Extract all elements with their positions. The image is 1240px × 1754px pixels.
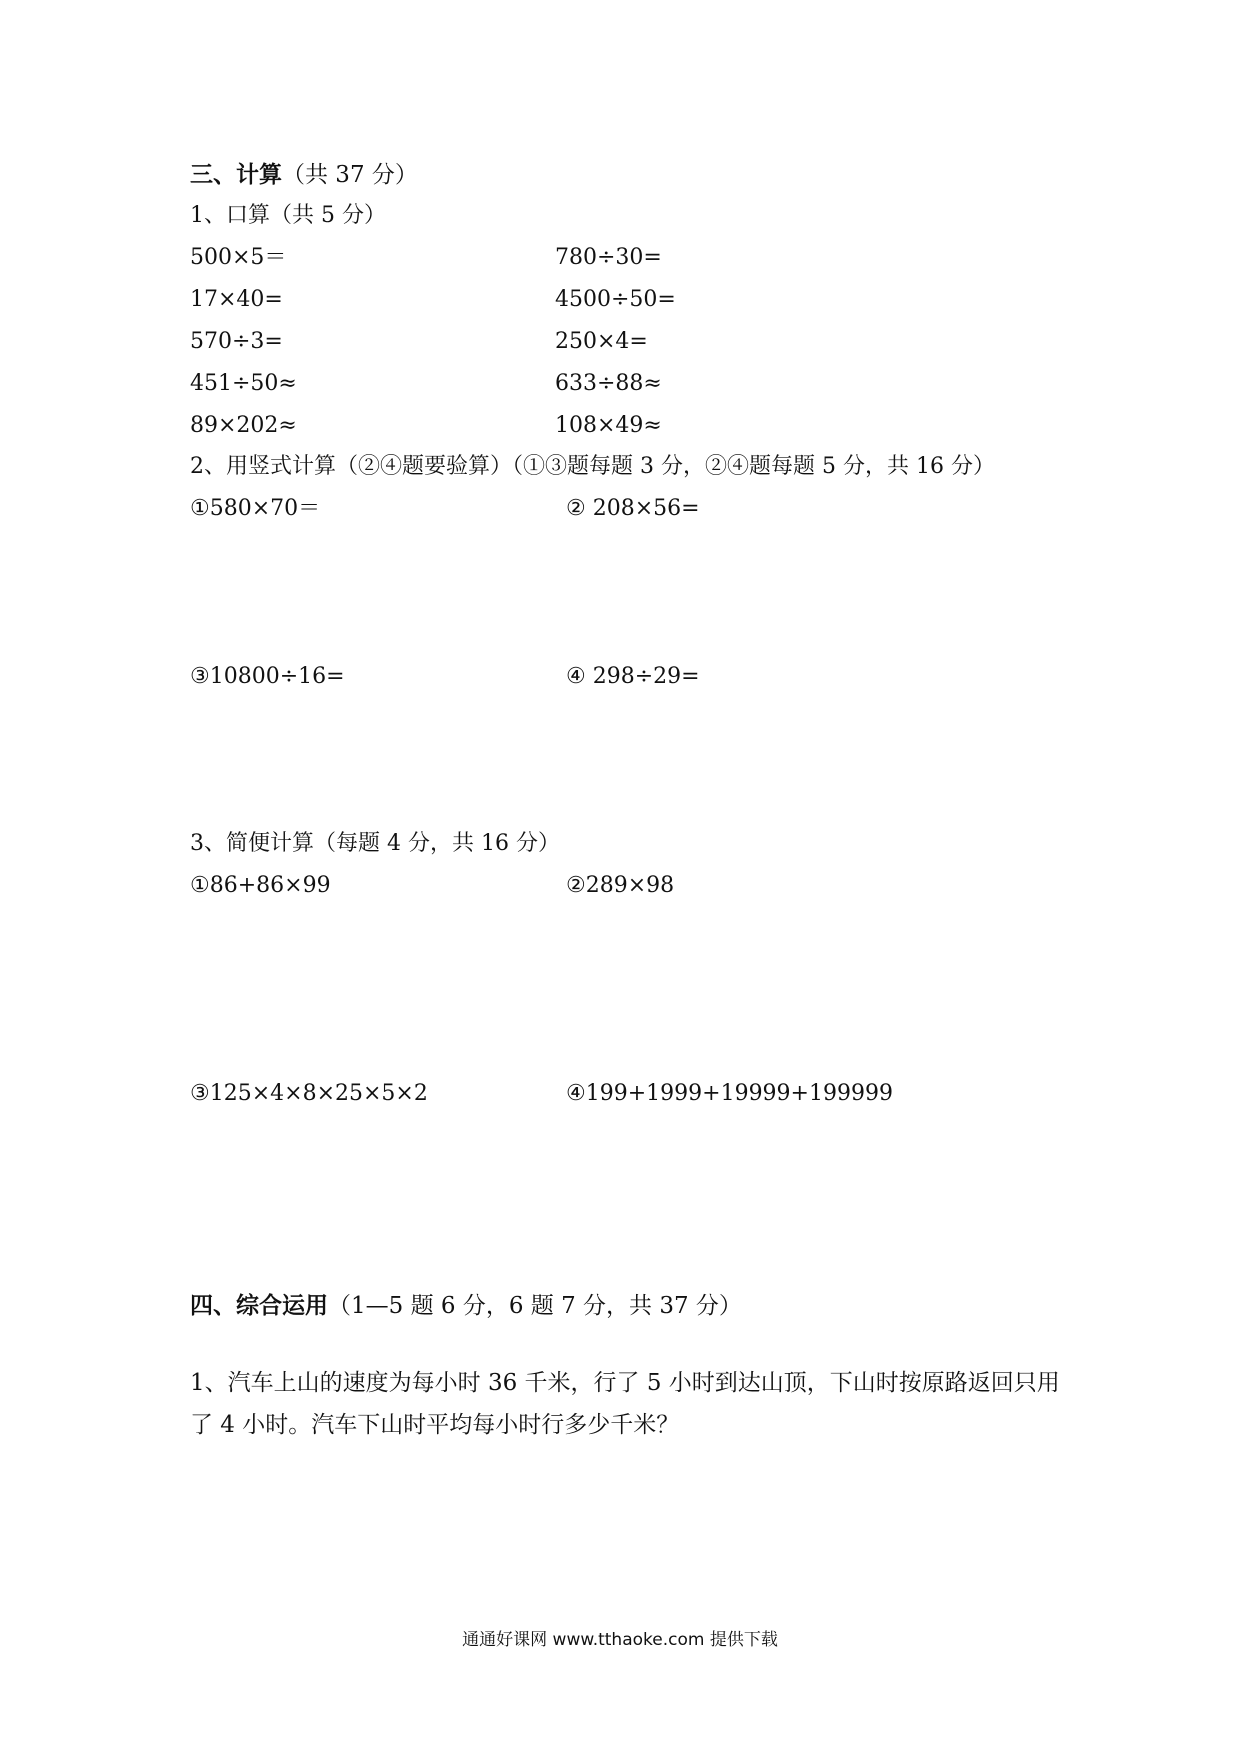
section-3-score: （共 37 分） bbox=[282, 162, 418, 188]
vertical-calc-item: ③10800÷16= bbox=[190, 664, 345, 689]
oral-calc-item: 250×4= bbox=[555, 329, 648, 354]
simplify-calc-item: ②289×98 bbox=[566, 873, 675, 898]
oral-calc-item: 4500÷50= bbox=[555, 287, 676, 312]
q3-label: 3、简便计算（每题 4 分，共 16 分） bbox=[190, 831, 560, 856]
oral-calc-item: 451÷50≈ bbox=[190, 371, 297, 396]
oral-calc-item: 570÷3= bbox=[190, 329, 283, 354]
section-4-score: （1—5 题 6 分，6 题 7 分，共 37 分） bbox=[328, 1293, 742, 1319]
vertical-calc-item: ② 208×56= bbox=[566, 496, 700, 521]
oral-calc-item: 633÷88≈ bbox=[555, 371, 662, 396]
section-4-title: 四、综合运用 bbox=[190, 1292, 328, 1319]
oral-calc-item: 108×49≈ bbox=[555, 413, 662, 438]
simplify-calc-item: ①86+86×99 bbox=[190, 873, 331, 898]
oral-calc-item: 89×202≈ bbox=[190, 413, 297, 438]
section-3-title: 三、计算 bbox=[190, 161, 282, 188]
section-4-heading bbox=[190, 1291, 742, 1321]
word-problem-1: 1、汽车上山的速度为每小时 36 千米，行了 5 小时到达山顶，下山时按原路返回只用了 4 小时。汽车下山时平均每小时行多少千米？ bbox=[190, 1370, 1060, 1438]
oral-calc-item: 780÷30= bbox=[555, 245, 662, 270]
vertical-calc-item: ①580×70＝ bbox=[190, 496, 321, 521]
simplify-calc-item: ④199+1999+19999+199999 bbox=[566, 1081, 893, 1106]
q1-label: 1、口算（共 5 分） bbox=[190, 203, 386, 228]
oral-calc-item: 500×5＝ bbox=[190, 245, 287, 270]
footer-credit: 通通好课网 www.tthaoke.com 提供下载 bbox=[462, 1630, 778, 1650]
simplify-calc-item: ③125×4×8×25×5×2 bbox=[190, 1081, 428, 1106]
section-3-heading bbox=[190, 160, 418, 190]
vertical-calc-item: ④ 298÷29= bbox=[566, 664, 700, 689]
q2-label: 2、用竖式计算（②④题要验算）（①③题每题 3 分，②④题每题 5 分，共 16 分） bbox=[190, 454, 995, 479]
oral-calc-item: 17×40= bbox=[190, 287, 283, 312]
